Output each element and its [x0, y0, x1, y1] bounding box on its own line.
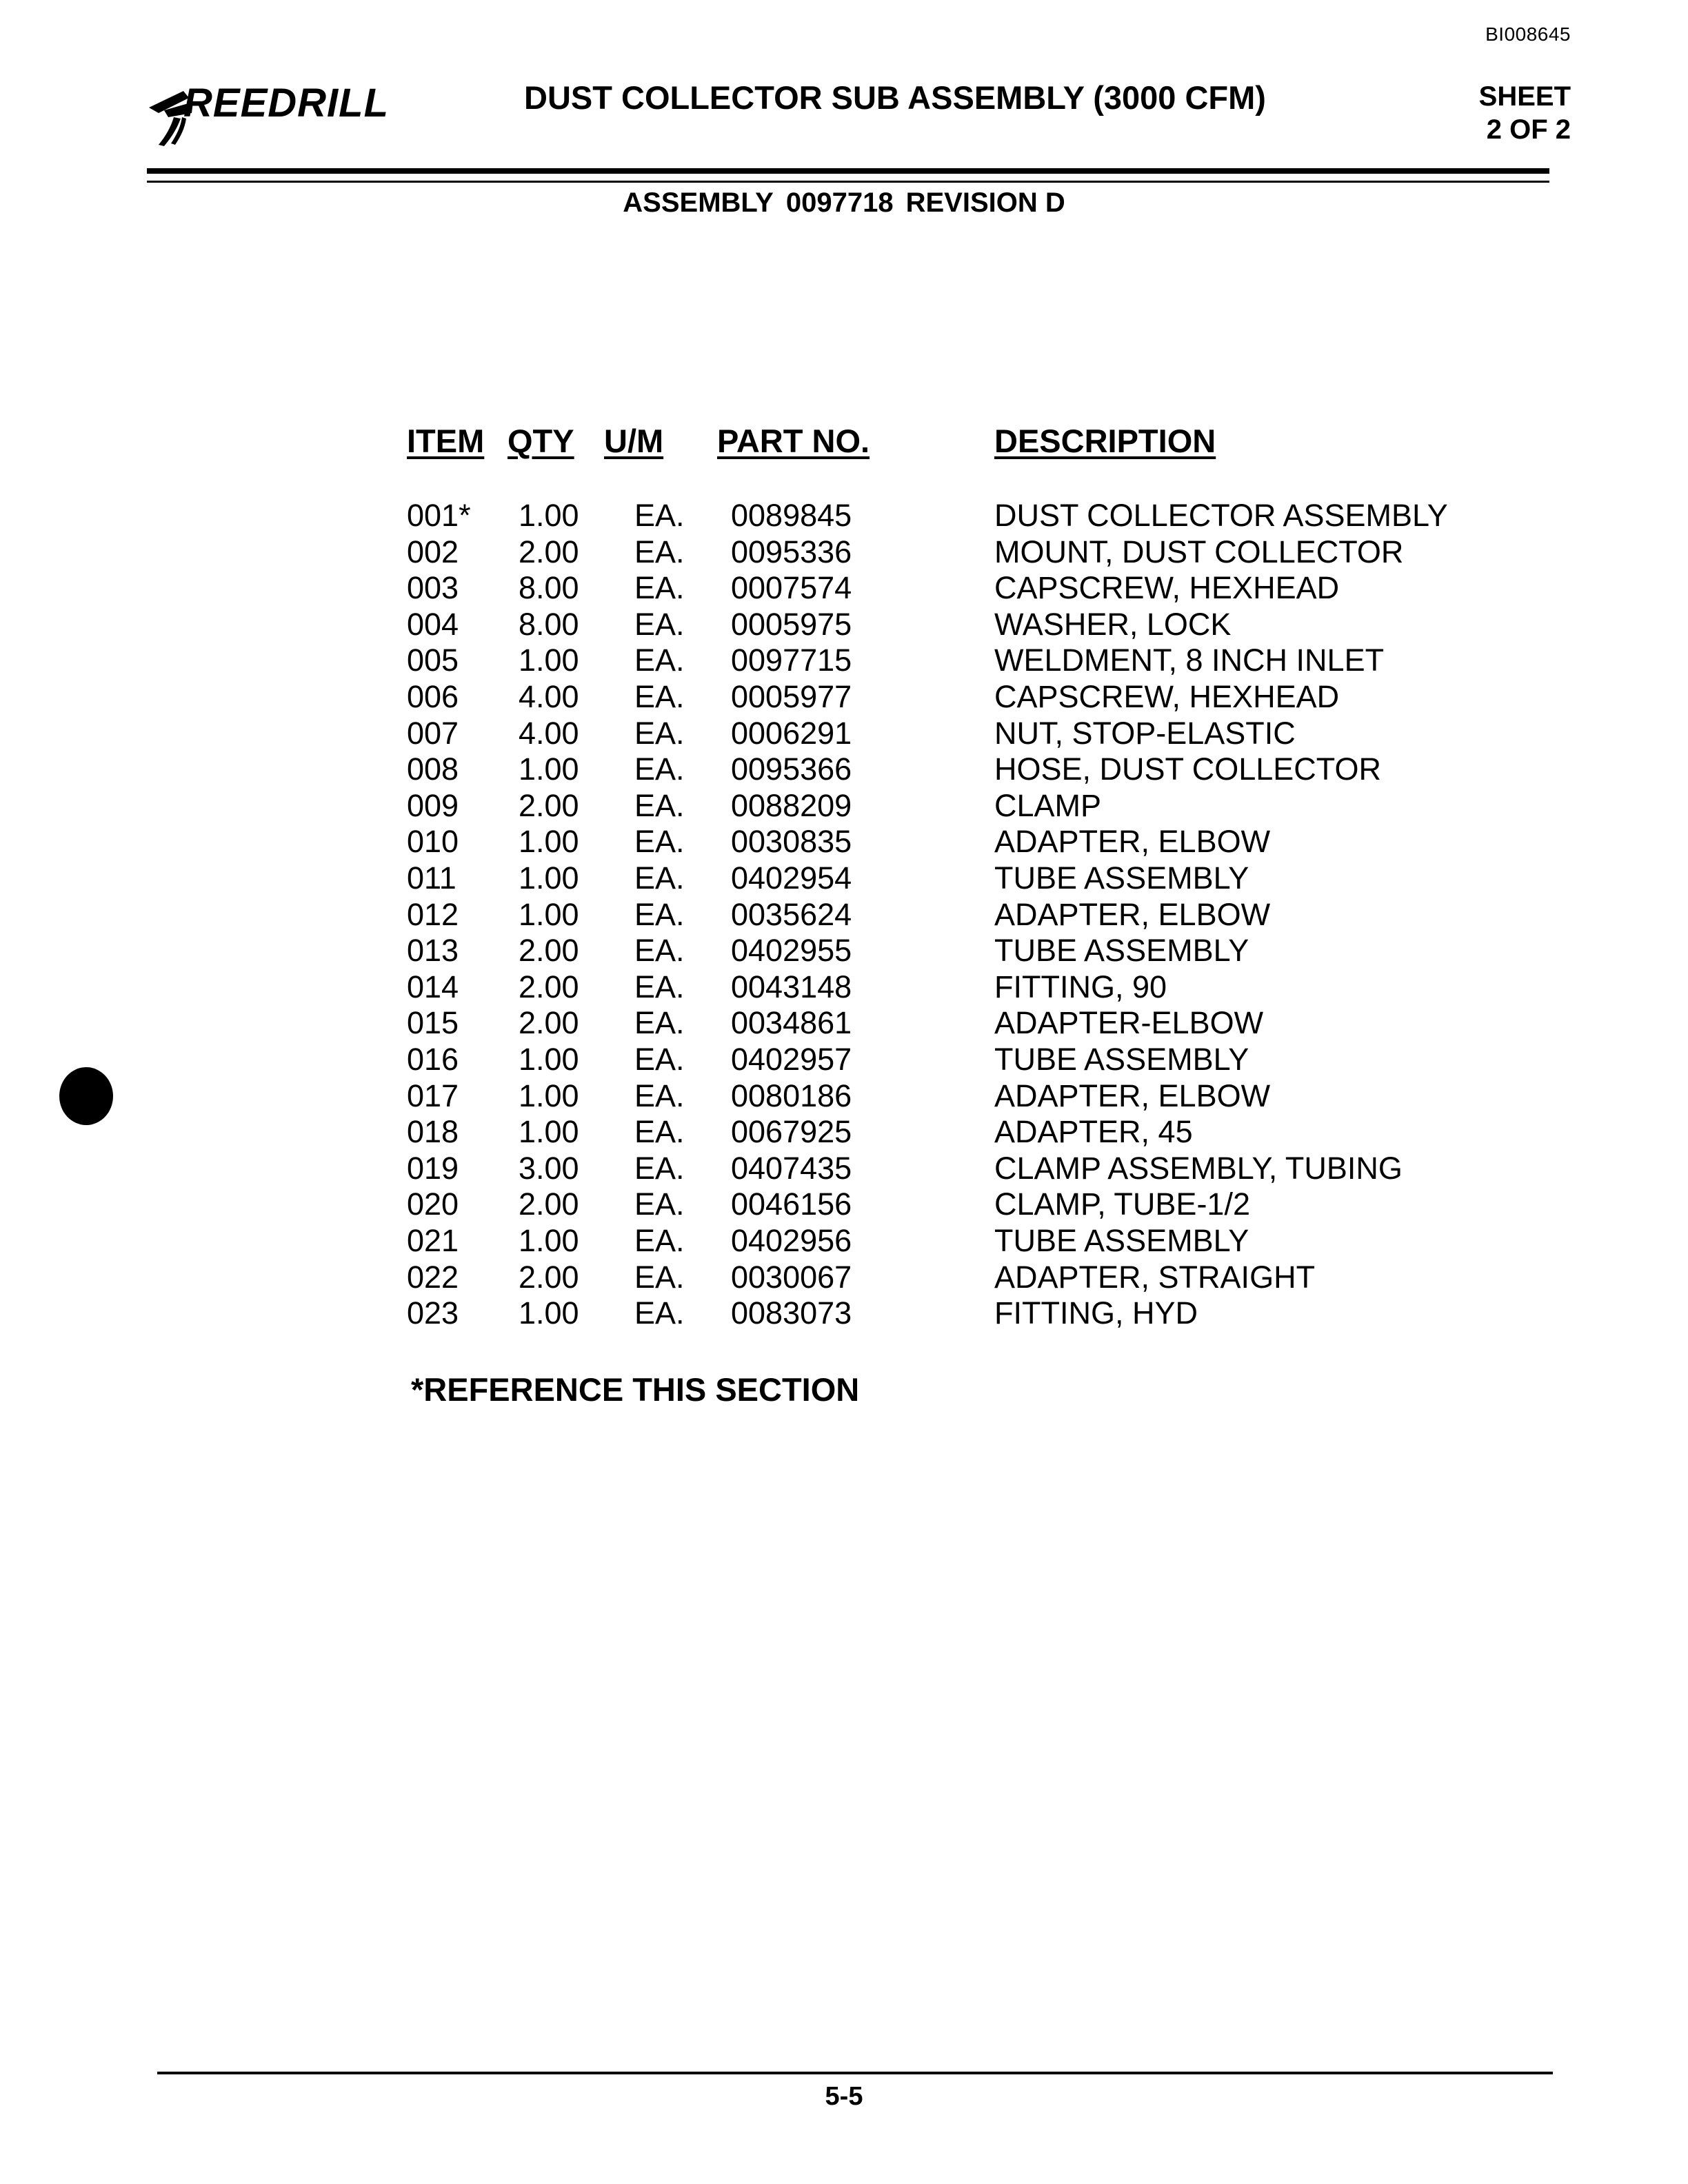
description-cell: CLAMP, TUBE-1/2 [994, 1186, 1250, 1222]
um-cell: EA. [634, 787, 685, 823]
part-number-cell: 0095366 [731, 751, 852, 787]
part-number-cell: 0088209 [731, 787, 852, 823]
logo-wordmark: REEDRILL [183, 81, 389, 125]
um-cell: EA. [634, 1114, 685, 1150]
item-cell: 021 [407, 1223, 459, 1258]
qty-cell: 1.00 [519, 1078, 579, 1113]
header-rule-thin [147, 181, 1549, 183]
description-cell: FITTING, 90 [994, 969, 1167, 1004]
qty-cell: 1.00 [519, 498, 579, 533]
part-number-cell: 0402956 [731, 1223, 852, 1258]
description-cell: WASHER, LOCK [994, 606, 1232, 642]
part-number-cell: 0402955 [731, 933, 852, 969]
column-header-qty: QTY [508, 423, 574, 459]
qty-cell: 1.00 [519, 1042, 579, 1077]
item-cell: 001* [407, 498, 471, 533]
footer-rule [157, 2072, 1553, 2074]
item-cell: 014 [407, 969, 459, 1004]
um-cell: EA. [634, 643, 685, 678]
item-cell: 008 [407, 751, 459, 787]
description-cell: WELDMENT, 8 INCH INLET [994, 643, 1385, 678]
item-cell: 002 [407, 534, 459, 569]
item-cell: 019 [407, 1150, 459, 1186]
um-cell: EA. [634, 679, 685, 714]
description-cell: ADAPTER-ELBOW [994, 1005, 1264, 1041]
qty-cell: 2.00 [519, 1186, 579, 1222]
qty-cell: 1.00 [519, 1223, 579, 1258]
item-cell: 017 [407, 1078, 459, 1113]
description-cell: CAPSCREW, HEXHEAD [994, 679, 1340, 714]
um-cell: EA. [634, 534, 685, 569]
part-number-cell: 0005977 [731, 679, 852, 714]
description-cell: DUST COLLECTOR ASSEMBLY [994, 498, 1448, 533]
part-number-cell: 0402954 [731, 860, 852, 896]
item-cell: 016 [407, 1042, 459, 1077]
item-cell: 004 [407, 606, 459, 642]
qty-cell: 1.00 [519, 860, 579, 896]
description-cell: TUBE ASSEMBLY [994, 933, 1249, 969]
item-cell: 022 [407, 1259, 459, 1295]
qty-cell: 2.00 [519, 933, 579, 969]
qty-cell: 1.00 [519, 824, 579, 860]
sheet-value: 2 OF 2 [1486, 114, 1571, 145]
um-cell: EA. [634, 896, 685, 932]
assembly-number: 0097718 [785, 188, 894, 218]
qty-cell: 4.00 [519, 679, 579, 714]
um-cell: EA. [634, 860, 685, 896]
page-title: DUST COLLECTOR SUB ASSEMBLY (3000 CFM) [524, 79, 1266, 116]
item-cell: 009 [407, 787, 459, 823]
part-number-cell: 0034861 [731, 1005, 852, 1041]
description-cell: ADAPTER, ELBOW [994, 1078, 1271, 1113]
um-cell: EA. [634, 933, 685, 969]
part-number-cell: 0030835 [731, 824, 852, 860]
part-number-cell: 0089845 [731, 498, 852, 533]
description-cell: MOUNT, DUST COLLECTOR [994, 534, 1404, 569]
qty-cell: 2.00 [519, 787, 579, 823]
document-id: BI008645 [1485, 23, 1571, 45]
part-number-cell: 0083073 [731, 1295, 852, 1331]
part-number-cell: 0067925 [731, 1114, 852, 1150]
um-cell: EA. [634, 1223, 685, 1258]
description-cell: ADAPTER, STRAIGHT [994, 1259, 1316, 1295]
um-cell: EA. [634, 1295, 685, 1331]
um-cell: EA. [634, 570, 685, 606]
item-cell: 010 [407, 824, 459, 860]
item-cell: 023 [407, 1295, 459, 1331]
item-cell: 003 [407, 570, 459, 606]
qty-cell: 1.00 [519, 1295, 579, 1331]
assembly-label: ASSEMBLY [623, 188, 774, 218]
um-cell: EA. [634, 1186, 685, 1222]
part-number-cell: 0007574 [731, 570, 852, 606]
part-number-cell: 0095336 [731, 534, 852, 569]
item-cell: 013 [407, 933, 459, 969]
part-number-cell: 0402957 [731, 1042, 852, 1077]
part-number-cell: 0005975 [731, 606, 852, 642]
qty-cell: 8.00 [519, 606, 579, 642]
description-cell: FITTING, HYD [994, 1295, 1198, 1331]
reference-note: *REFERENCE THIS SECTION [411, 1371, 860, 1408]
item-cell: 020 [407, 1186, 459, 1222]
column-header-item: ITEM [407, 423, 485, 459]
column-header-um: U/M [604, 423, 664, 459]
part-number-cell: 0035624 [731, 896, 852, 932]
assembly-line [0, 188, 1688, 219]
qty-cell: 1.00 [519, 751, 579, 787]
description-cell: HOSE, DUST COLLECTOR [994, 751, 1381, 787]
qty-cell: 1.00 [519, 1114, 579, 1150]
part-number-cell: 0043148 [731, 969, 852, 1004]
item-cell: 005 [407, 643, 459, 678]
qty-cell: 4.00 [519, 715, 579, 751]
qty-cell: 8.00 [519, 570, 579, 606]
um-cell: EA. [634, 1150, 685, 1186]
item-cell: 011 [407, 860, 456, 896]
item-cell: 006 [407, 679, 459, 714]
description-cell: CLAMP [994, 787, 1102, 823]
um-cell: EA. [634, 1042, 685, 1077]
qty-cell: 3.00 [519, 1150, 579, 1186]
header-rule-thick [147, 168, 1549, 174]
part-number-cell: 0046156 [731, 1186, 852, 1222]
description-cell: TUBE ASSEMBLY [994, 860, 1249, 896]
description-cell: ADAPTER, 45 [994, 1114, 1193, 1150]
description-cell: CLAMP ASSEMBLY, TUBING [994, 1150, 1403, 1186]
column-header-part-no: PART NO. [717, 423, 870, 459]
description-cell: ADAPTER, ELBOW [994, 896, 1271, 932]
qty-cell: 2.00 [519, 1005, 579, 1041]
description-cell: TUBE ASSEMBLY [994, 1042, 1249, 1077]
qty-cell: 2.00 [519, 969, 579, 1004]
qty-cell: 2.00 [519, 534, 579, 569]
part-number-cell: 0407435 [731, 1150, 852, 1186]
um-cell: EA. [634, 715, 685, 751]
item-cell: 015 [407, 1005, 459, 1041]
item-cell: 007 [407, 715, 459, 751]
sheet-label: SHEET [1478, 81, 1571, 112]
um-cell: EA. [634, 1005, 685, 1041]
part-number-cell: 0097715 [731, 643, 852, 678]
description-cell: CAPSCREW, HEXHEAD [994, 570, 1340, 606]
um-cell: EA. [634, 1259, 685, 1295]
um-cell: EA. [634, 1078, 685, 1113]
um-cell: EA. [634, 751, 685, 787]
item-cell: 012 [407, 896, 459, 932]
um-cell: EA. [634, 606, 685, 642]
qty-cell: 1.00 [519, 896, 579, 932]
um-cell: EA. [634, 498, 685, 533]
item-cell: 018 [407, 1114, 459, 1150]
company-logo [143, 77, 392, 153]
binder-hole [59, 1067, 113, 1125]
part-number-cell: 0006291 [731, 715, 852, 751]
description-cell: TUBE ASSEMBLY [994, 1223, 1249, 1258]
sheet-indicator [1479, 80, 1571, 146]
description-cell: ADAPTER, ELBOW [994, 824, 1271, 860]
page-number: 5-5 [825, 2082, 863, 2111]
part-number-cell: 0080186 [731, 1078, 852, 1113]
um-cell: EA. [634, 969, 685, 1004]
um-cell: EA. [634, 824, 685, 860]
description-cell: NUT, STOP-ELASTIC [994, 715, 1296, 751]
qty-cell: 2.00 [519, 1259, 579, 1295]
assembly-revision: REVISION D [905, 188, 1065, 218]
part-number-cell: 0030067 [731, 1259, 852, 1295]
column-header-description: DESCRIPTION [994, 423, 1216, 459]
qty-cell: 1.00 [519, 643, 579, 678]
